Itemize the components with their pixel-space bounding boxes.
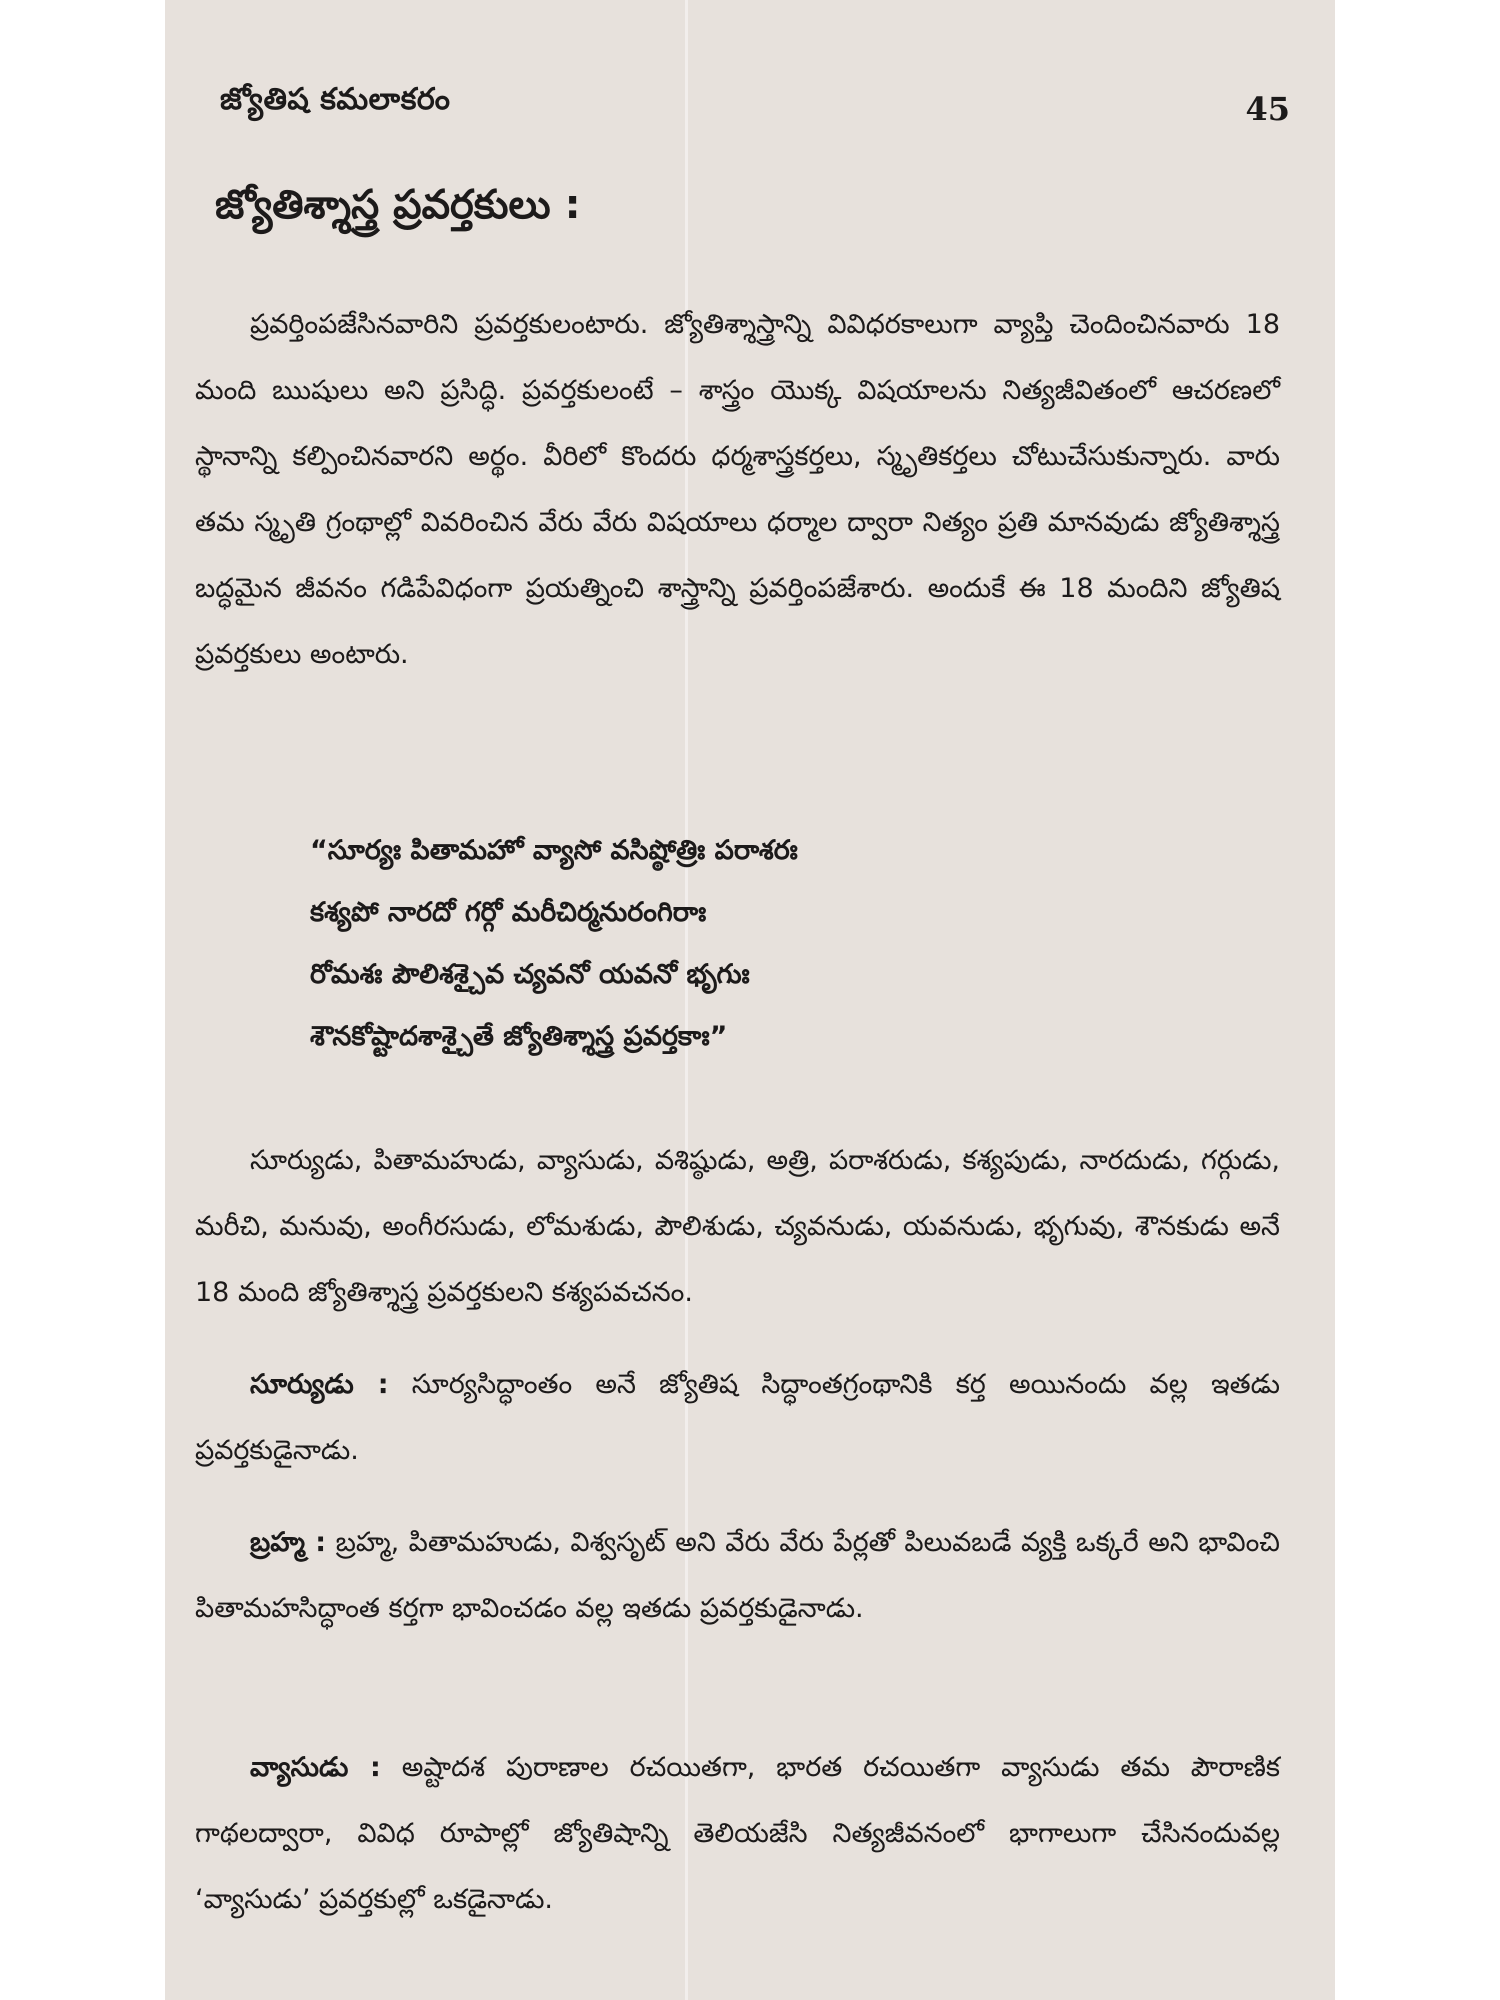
surya-paragraph <box>195 1352 1280 1484</box>
section-title: జ్యోతిశ్శాస్త్ర ప్రవర్తకులు : <box>215 182 581 228</box>
vyasa-term: వ్యాసుడు : <box>250 1752 381 1783</box>
book-page <box>165 0 1335 2000</box>
intro-paragraph: ప్రవర్తింపజేసినవారిని ప్రవర్తకులంటారు. జ్యోతిశ్శాస్త్రాన్ని వివిధరకాలుగా వ్యాప్తి చెందించినవారు 18 మంది ఋషులు అని ప్రసిద్ధి. ప్రవర్తకులంటే – శాస్త్రం యొక్క విషయాలను నిత్యజీవితంలో ఆచరణలో స్థానాన్ని కల్పించినవారని అర్థం. వీరిలో కొందరు ధర్మశాస్త్రకర్తలు, స్మృతికర్తలు చోటుచేసుకున్నారు. వారు తమ స్మృతి గ్రంథాల్లో వివరించిన వేరు వేరు విషయాలు ధర్మాల ద్వారా నిత్యం ప్రతి మానవుడు జ్యోతిశ్శాస్త్ర బద్ధమైన జీవనం గడిపేవిధంగా ప్రయత్నించి శాస్త్రాన్ని ప్రవర్తింపజేశారు. అందుకే ఈ 18 మందిని జ్యోతిష ప్రవర్తకులు అంటారు. <box>195 309 1280 670</box>
page-number: 45 <box>1245 90 1290 128</box>
sages-list-paragraph: సూర్యుడు, పితామహుడు, వ్యాసుడు, వశిష్ఠుడు, అత్రి, పరాశరుడు, కశ్యపుడు, నారదుడు, గర్గుడు, మరీచి, మనువు, అంగీరసుడు, లోమశుడు, పౌలిశుడు, చ్యవనుడు, యవనుడు, భృగువు, శౌనకుడు అనే 18 మంది జ్యోతిశ్శాస్త్ర ప్రవర్తకులని కశ్యపవచనం. <box>195 1145 1280 1308</box>
surya-text: సూర్యసిద్ధాంతం అనే జ్యోతిష సిద్ధాంతగ్రంథానికి కర్త అయినందు వల్ల ఇతడు ప్రవర్తకుడైనాడు. <box>195 1369 1280 1466</box>
vyasa-text: అష్టాదశ పురాణాల రచయితగా, భారత రచయితగా వ్యాసుడు తమ పౌరాణిక గాథలద్వారా, వివిధ రూపాల్లో జ్యోతిషాన్ని తెలియజేసి నిత్యజీవనంలో భాగాలుగా చేసినందువల్ల ‘వ్యాసుడు’ ప్రవర్తకుల్లో ఒకడైనాడు. <box>195 1752 1280 1915</box>
running-head: జ్యోతిష కమలాకరం <box>220 82 451 117</box>
surya-term: సూర్యుడు : <box>250 1369 389 1400</box>
vyasa-paragraph <box>195 1735 1280 1933</box>
verse-line: శౌనకోష్టాదశాశ్చైతే జ్యోతిశ్శాస్త్ర ప్రవర్తకాః” <box>310 1021 728 1052</box>
brahma-text: బ్రహ్మ, పితామహుడు, విశ్వసృట్ అని వేరు వేరు పేర్లతో పిలువబడే వ్యక్తి ఒక్కరే అని భావించి పితామహసిద్ధాంత కర్తగా భావించడం వల్ల ఇతడు ప్రవర్తకుడైనాడు. <box>195 1527 1280 1624</box>
verse-line: కశ్యపో నారదో గర్గో మరీచిర్మనురంగిరాః <box>310 897 707 928</box>
brahma-term: బ్రహ్మ : <box>250 1527 327 1558</box>
verse-line: రోమశః పౌలిశశ్చైవ చ్యవనో యవనో భృగుః <box>310 959 750 990</box>
verse-line: “సూర్యః పితామహో వ్యాసో వసిష్ఠోత్రిః పరాశరః <box>310 835 798 866</box>
sanskrit-verse <box>310 820 1210 1068</box>
brahma-paragraph <box>195 1510 1280 1642</box>
